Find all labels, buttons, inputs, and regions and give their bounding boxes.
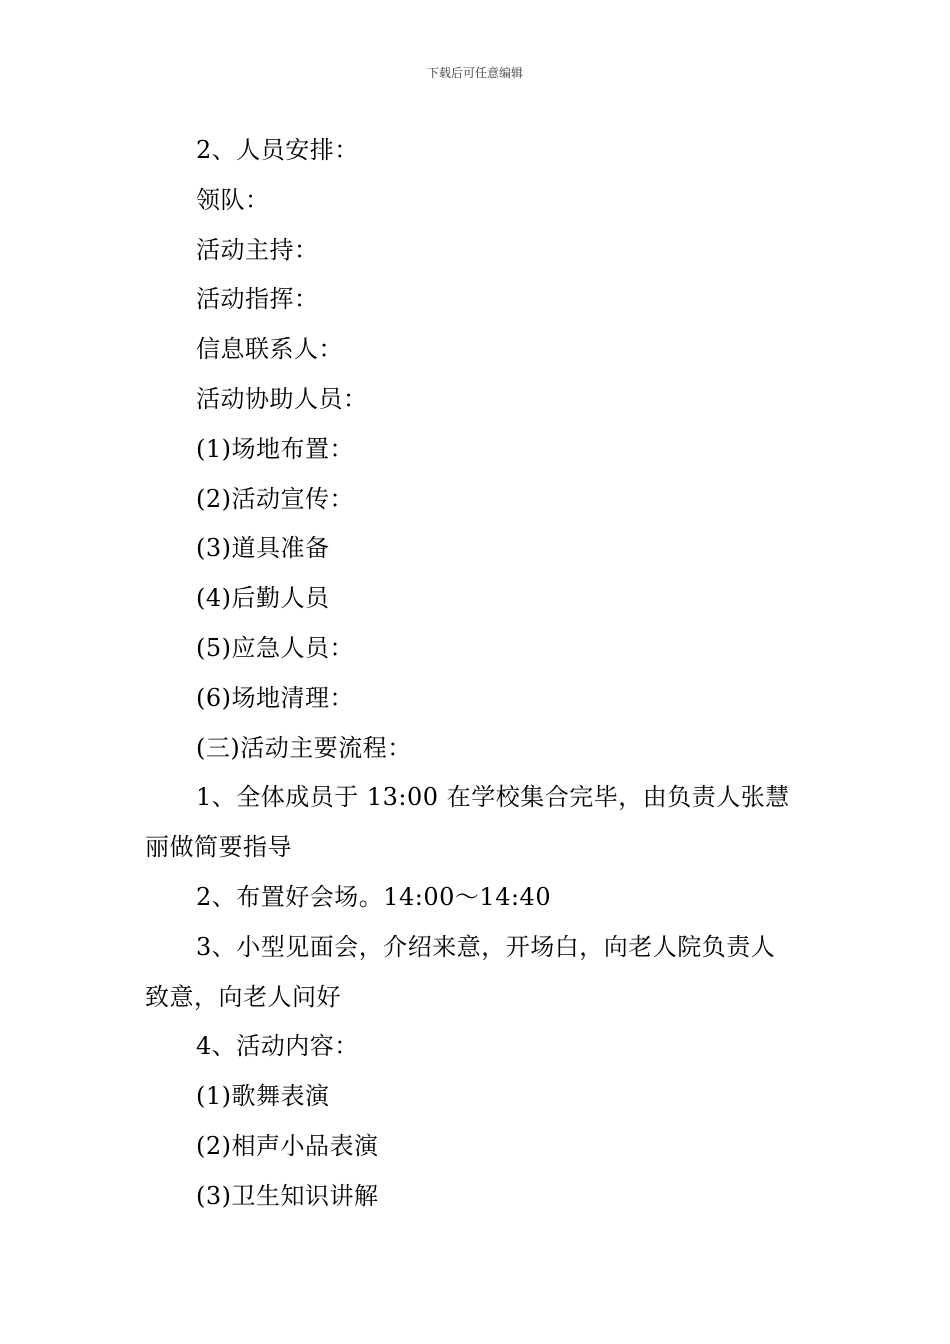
line-step1-part2: 丽做简要指导 xyxy=(145,833,292,862)
line-step2: 2、布置好会场。14:00～14:40 xyxy=(196,882,552,911)
line-step1-part1: 1、全体成员于 13:00 在学校集合完毕，由负责人张慧 xyxy=(196,783,790,812)
line-step3-part1: 3、小型见面会，介绍来意，开场白，向老人院负责人 xyxy=(196,932,776,961)
line-contact-person: 信息联系人： xyxy=(196,335,343,364)
line-hygiene-talk: (3)卫生知识讲解 xyxy=(196,1181,379,1210)
line-emergency: (5)应急人员： xyxy=(196,633,354,662)
line-song-dance: (1)歌舞表演 xyxy=(196,1082,330,1111)
line-publicity: (2)活动宣传： xyxy=(196,484,354,513)
line-props: (3)道具准备 xyxy=(196,534,330,563)
line-logistics: (4)后勤人员 xyxy=(196,584,330,613)
line-comedy: (2)相声小品表演 xyxy=(196,1131,379,1160)
page-header: 下载后可任意编辑 xyxy=(426,66,523,80)
line-director: 活动指挥： xyxy=(196,285,319,314)
line-host: 活动主持： xyxy=(196,235,319,264)
line-step4: 4、活动内容： xyxy=(196,1032,359,1061)
line-process-heading: (三)活动主要流程： xyxy=(196,733,412,762)
line-assistants: 活动协助人员： xyxy=(196,384,368,413)
line-step3-part2: 致意，向老人问好 xyxy=(145,982,341,1011)
line-cleanup: (6)场地清理： xyxy=(196,683,354,712)
line-venue-setup: (1)场地布置： xyxy=(196,434,354,463)
line-team-leader: 领队： xyxy=(196,185,270,214)
line-staff-heading: 2、人员安排： xyxy=(196,136,359,164)
document-body xyxy=(145,126,810,1222)
